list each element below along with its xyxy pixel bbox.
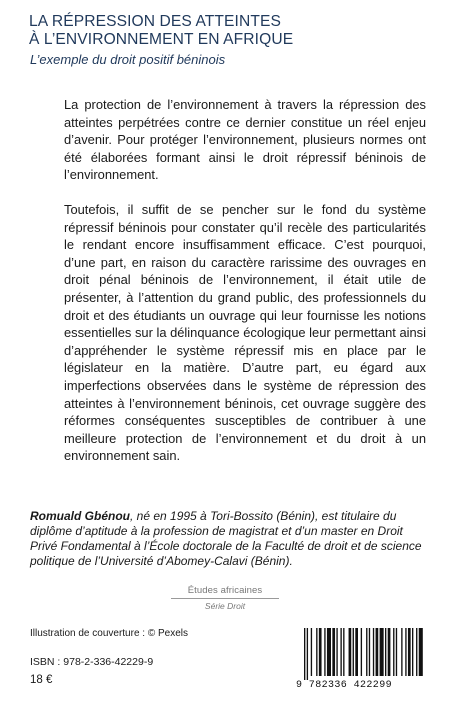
barcode-bar <box>396 628 397 676</box>
barcode-bar <box>388 628 391 676</box>
barcode-bars <box>300 628 426 680</box>
barcode-bar <box>324 628 325 676</box>
barcode-bar <box>401 628 402 676</box>
barcode-bar <box>361 628 362 676</box>
barcode-bar <box>380 628 384 676</box>
barcode-bar <box>349 628 352 676</box>
barcode-bar <box>336 628 337 676</box>
barcode-bar <box>311 628 312 676</box>
barcode-bar <box>353 628 354 676</box>
series-logo <box>171 585 279 611</box>
barcode-bar <box>369 628 370 676</box>
barcode-bar <box>307 628 308 680</box>
barcode-digits: 9 782336 422299 <box>296 680 393 691</box>
barcode-bar <box>405 628 406 676</box>
barcode-bar <box>393 628 394 676</box>
blurb-paragraph-2: Toutefois, il suffit de se pencher sur le fond du système répressif béninois pour constater qu’il recèle des particularités le rendant encore insuffisamment efficace. C’est pourquoi, d’une part, en raison du caractère rarissime des ouvrages en droit pénal béninois de l’environnement, il était utile de présenter, à l’attention du grand public, des professionnels du droit et des étudiants un ouvrage qui leur fournisse les notions essentielles sur la délinquance écologique leur permettant ainsi d’appréhender le système répressif mis en place par le législateur en la matière. D’autre part, eu égard aux imperfections observées dans le système de répression des atteintes à l’environnement béninois, cet ouvrage suggère des réformes conséquentes susceptibles de contribuer à une meilleure protection de l’environnement et du droit à un environnement sain. <box>64 201 426 464</box>
series-name: Études africaines <box>187 585 263 596</box>
isbn: ISBN : 978-2-336-42229-9 <box>30 656 154 668</box>
barcode-bar <box>373 628 374 676</box>
barcode-bar <box>319 628 322 676</box>
barcode-bar <box>355 628 358 676</box>
book-title <box>29 13 429 49</box>
barcode-bar <box>408 628 411 676</box>
author-bio <box>30 509 430 569</box>
barcode-bar <box>304 628 305 680</box>
barcode-bar <box>332 628 335 676</box>
series-divider <box>171 598 279 599</box>
barcode-bar <box>412 628 413 676</box>
title-line-2: À L’ENVIRONNEMENT EN AFRIQUE <box>29 31 294 48</box>
series-subname: Série Droit <box>204 601 246 611</box>
barcode-bar <box>385 628 386 676</box>
barcode-bar <box>366 628 367 676</box>
barcode-bar <box>340 628 341 676</box>
title-line-1: LA RÉPRESSION DES ATTEINTES <box>29 13 281 30</box>
book-subtitle: L’exemple du droit positif béninois <box>30 52 226 67</box>
blurb <box>64 96 426 482</box>
barcode-bar <box>327 628 331 676</box>
cover-credit: Illustration de couverture : © Pexels <box>30 628 188 639</box>
barcode-bar <box>343 628 344 676</box>
author-name: Romuald Gbénou <box>30 509 130 523</box>
author-bio-text: , né en 1995 à Tori-Bossito (Bénin), est titulaire du diplôme d’aptitude à la profession de magistrat et d’un master en Droit Privé Fondamental à l’École doctorale de la Faculté de droit et de science politique de l’Université d’Abomey-Calavi (Bénin). <box>30 509 422 568</box>
barcode-bar <box>376 628 379 676</box>
barcode-bar <box>419 628 423 676</box>
blurb-paragraph-1: La protection de l’environnement à travers la répression des atteintes perpétrées contre ce dernier constitue un réel enjeu d’avenir. Pour protéger l’environnement, plusieurs normes ont été élaborées formant ainsi le droit répressif béninois de l’environnement. <box>64 97 426 183</box>
price: 18 € <box>30 674 53 686</box>
barcode-bar <box>316 628 317 676</box>
barcode-bar <box>416 628 417 676</box>
